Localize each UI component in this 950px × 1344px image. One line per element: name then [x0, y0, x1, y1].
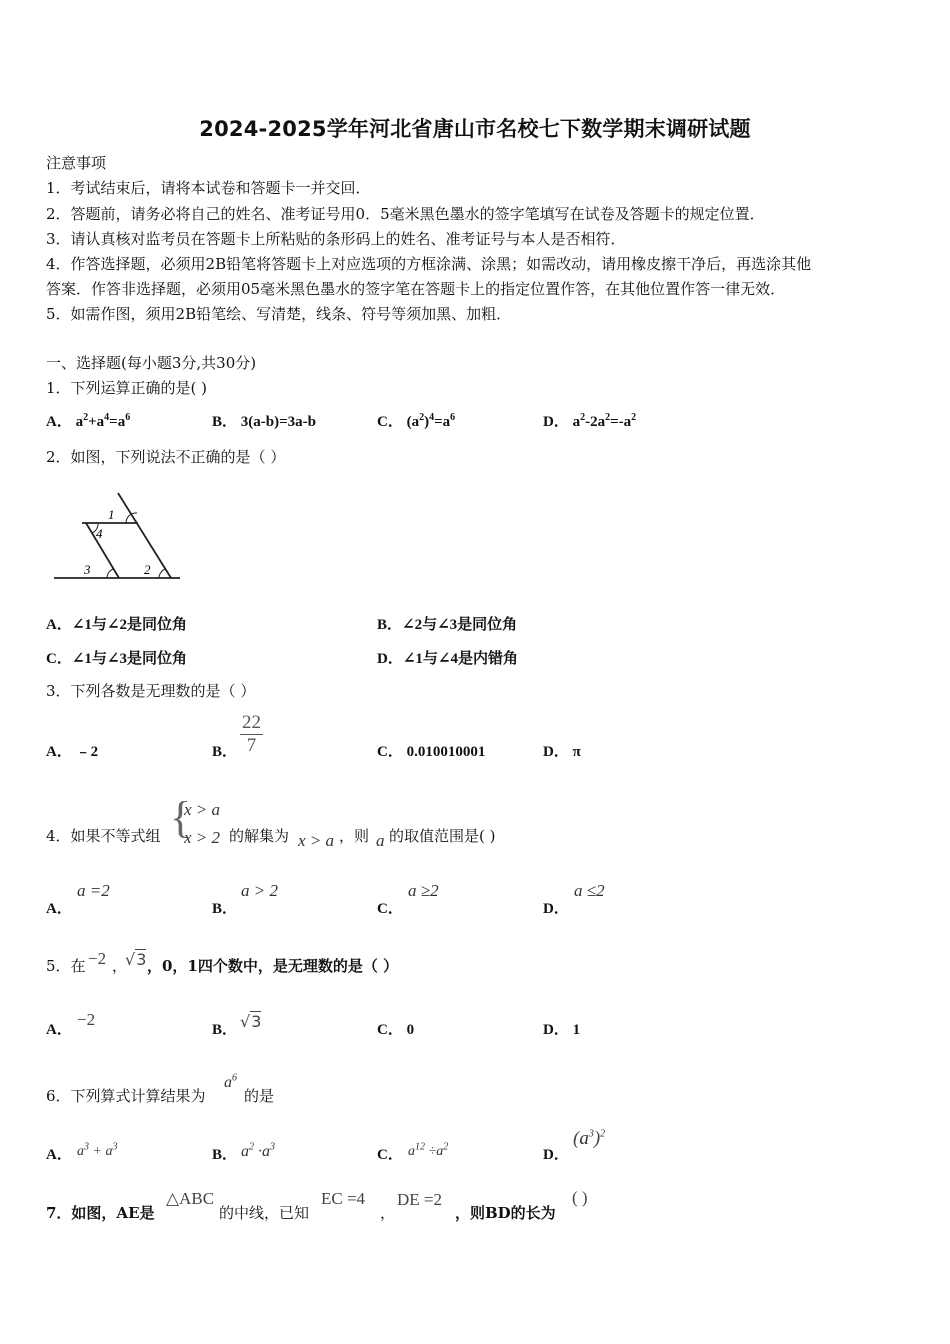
q4-option-c-label: C． — [377, 901, 403, 917]
q6-option-a: $a^3 + a^3$ — [77, 1141, 118, 1159]
question-4-comma: ，则 — [339, 827, 370, 845]
q4-option-b: a > 2 — [241, 881, 278, 900]
question-4-solution: x > a — [298, 831, 335, 850]
q4-option-a: a =2 — [77, 881, 110, 900]
question-4-suffix: 的取值范围是( ) — [389, 827, 496, 845]
q6-option-d: $(a^3)^2$ — [573, 1128, 606, 1149]
q2-option-a: A．∠1与∠2是同位角 — [46, 617, 187, 633]
angle-label-2: 2 — [144, 562, 151, 577]
q3-option-c: C． 0.010010001 — [377, 744, 486, 760]
question-7-suffix: ，则BD的长为 — [455, 1204, 556, 1222]
question-7-triangle: △ABC — [166, 1189, 215, 1208]
q3-option-b-fraction: $\frac{22}{7}$ — [242, 712, 261, 756]
q5-option-a-label: A． — [46, 1022, 72, 1038]
question-7-comma: ， — [380, 1204, 396, 1222]
notice-heading: 注意事项 — [46, 154, 107, 172]
angle-label-3: 3 — [84, 562, 91, 577]
q5-option-b-label: B． — [212, 1022, 238, 1038]
angles-figure — [46, 475, 186, 585]
inequality-system: x > a x > 2 — [184, 800, 221, 847]
question-7-prefix: 7．如图，AE是 — [46, 1204, 155, 1222]
notice-item: 4．作答选择题，必须用2B铅笔将答题卡上对应选项的方框涂满、涂黑；如需改动，请用橡皮擦干净后，再选涂其他 — [46, 255, 812, 273]
angle-label-4: 4 — [96, 526, 103, 541]
question-2-stem: 2．如图，下列说法不正确的是（ ） — [46, 448, 286, 466]
question-7-mid: 的中线，已知 — [219, 1204, 310, 1222]
system-brace: { — [170, 793, 192, 842]
question-5-sqrt3: √3 — [125, 950, 147, 969]
q3-option-a: A． ﹣2 — [46, 744, 99, 760]
notice-item: 2．答题前，请务必将自己的姓名、准考证号用0．5毫米黑色墨水的签字笔填写在试卷及答题卡的规定位置． — [46, 205, 765, 223]
q2-option-c: C．∠1与∠3是同位角 — [46, 651, 187, 667]
question-4-var: a — [376, 831, 385, 850]
question-5-prefix: 5．在 — [46, 957, 86, 975]
q4-option-d-label: D． — [543, 901, 569, 917]
question-3-stem: 3．下列各数是无理数的是（ ） — [46, 682, 256, 700]
q6-option-a-label: A． — [46, 1147, 72, 1163]
question-4-prefix: 4．如果不等式组 — [46, 827, 161, 845]
q6-option-c-label: C． — [377, 1147, 403, 1163]
q4-option-d: a ≤2 — [574, 881, 605, 900]
q5-option-b: √3 — [240, 1012, 262, 1031]
angle-arc-3 — [107, 569, 113, 578]
q6-option-b: $a^2 \cdot a^3$ — [241, 1141, 275, 1160]
q5-option-c: C． 0 — [377, 1022, 415, 1038]
q6-option-b-label: B． — [212, 1147, 238, 1163]
q5-option-a: −2 — [77, 1010, 96, 1029]
question-4-mid: 的解集为 — [229, 827, 290, 845]
q3-option-b-label: B． — [212, 744, 238, 760]
section-heading: 一、选择题(每小题3分,共30分) — [46, 354, 257, 372]
q6-option-d-label: D． — [543, 1147, 569, 1163]
q2-option-b: B．∠2与∠3是同位角 — [377, 617, 518, 633]
question-5-rest: ，0，1四个数中，是无理数的是（ ） — [147, 957, 399, 975]
question-1-stem: 1．下列运算正确的是( ) — [46, 379, 208, 397]
question-6-prefix: 6．下列算式计算结果为 — [46, 1087, 206, 1105]
notice-item: 答案．作答非选择题，必须用05毫米黑色墨水的签字笔在答题卡上的指定位置作答，在其他位置作答一律无效． — [46, 280, 786, 298]
q4-option-c: a ≥2 — [408, 881, 439, 900]
question-5-neg2: −2 — [88, 949, 107, 968]
q2-option-d: D．∠1与∠4是内错角 — [377, 651, 518, 667]
q1-option-d: D． $a^2-2a^2=-a^2$ — [543, 412, 637, 430]
angle-label-1: 1 — [108, 507, 115, 522]
question-6-a6: $a^6$ — [224, 1072, 237, 1091]
left-transversal — [86, 523, 119, 578]
q1-option-a: A． $a^2+a^4=a^6$ — [46, 412, 131, 430]
question-5-sep: ， — [112, 957, 128, 975]
page-title: 2024-2025学年河北省唐山市名校七下数学期末调研试题 — [199, 117, 751, 141]
q4-option-a-label: A． — [46, 901, 72, 917]
notice-item: 3．请认真核对监考员在答题卡上所粘贴的条形码上的姓名、准考证号与本人是否相符． — [46, 230, 626, 248]
q4-option-b-label: B． — [212, 901, 238, 917]
notice-item: 5．如需作图，须用2B铅笔绘、写清楚，线条、符号等须加黑、加粗． — [46, 305, 512, 323]
question-7-answer-paren: ( ) — [572, 1188, 588, 1207]
question-7-de: DE =2 — [397, 1190, 442, 1209]
q6-option-c: $a^{12} \div a^2$ — [408, 1141, 449, 1159]
q5-option-d: D． 1 — [543, 1022, 581, 1038]
q1-option-b: B． 3(a-b)=3a-b — [212, 414, 316, 430]
q1-option-c: C． $(a^2)^4=a^6$ — [377, 412, 456, 430]
question-7-ec: EC =4 — [321, 1189, 366, 1208]
question-6-suffix: 的是 — [244, 1087, 275, 1105]
q3-option-d: D． π — [543, 744, 581, 760]
notice-item: 1．考试结束后，请将本试卷和答题卡一并交回． — [46, 179, 371, 197]
angle-arc-2 — [159, 569, 165, 578]
